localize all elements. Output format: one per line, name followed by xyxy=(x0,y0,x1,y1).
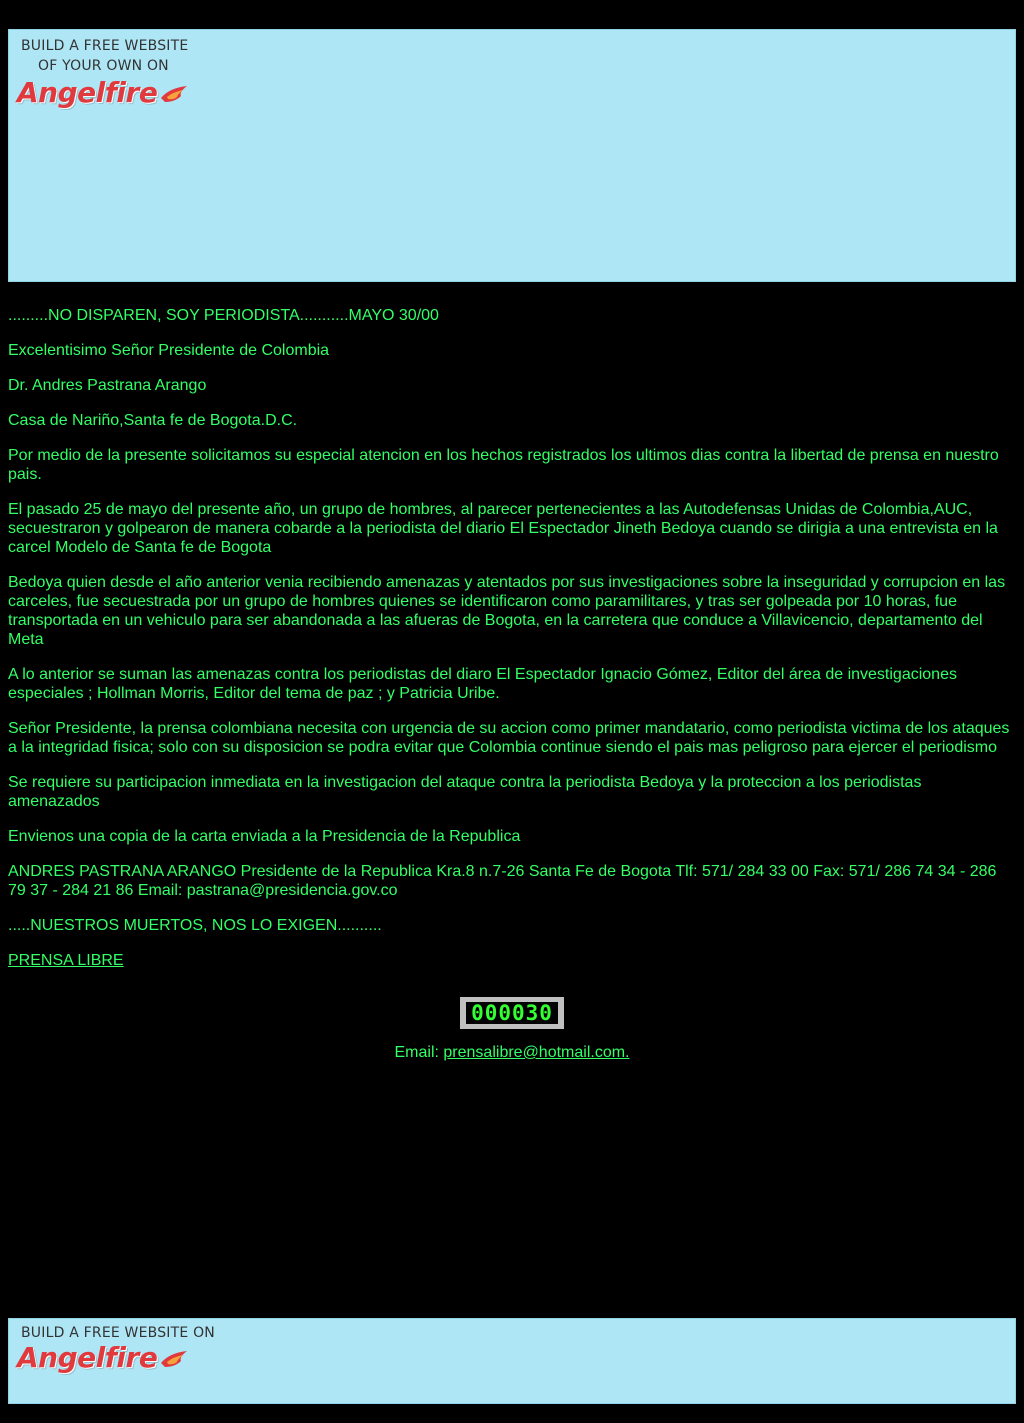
paragraph: Se requiere su participacion inmediata en la investigacion del ataque contra la periodista Bedoya y la proteccion a los periodistas amenazados xyxy=(8,774,922,810)
angelfire-logo[interactable] xyxy=(17,1341,189,1381)
addressee: Dr. Andres Pastrana Arango xyxy=(8,377,207,394)
headline: .........NO DISPAREN, SOY PERIODISTA...........MAYO 30/00 xyxy=(8,307,439,324)
paragraph: Bedoya quien desde el año anterior venia recibiendo amenazas y atentados por sus investigaciones sobre la inseguridad y corrupcion en las carceles, fue secuestrada por un grupo de hombres quienes se identificaron como paramilitares, y tras ser golpeada por 10 horas, fue transportada en un vehiculo para ser abandonada a las afueras de Bogota, en la carretera que conduce a Villavicencio, departamento del Meta xyxy=(8,574,1006,648)
article-body xyxy=(8,306,1012,986)
angelfire-logo-text: Angelfire xyxy=(17,76,158,109)
email-label: Email: xyxy=(394,1044,439,1061)
hit-counter xyxy=(460,997,564,1029)
bottom-ad-banner[interactable] xyxy=(8,1318,1016,1404)
angelfire-logo-text: Angelfire xyxy=(17,1341,158,1374)
contact-email xyxy=(0,1043,1024,1062)
address: Casa de Nariño,Santa fe de Bogota.D.C. xyxy=(8,412,298,429)
ad-line-1: BUILD A FREE WEBSITE xyxy=(21,38,189,54)
ad-line-1: BUILD A FREE WEBSITE ON xyxy=(21,1325,215,1341)
paragraph: Por medio de la presente solicitamos su especial atencion en los hechos registrados los ultimos dias contra la libertad de prensa en nuestro pais. xyxy=(8,447,999,483)
ad-line-2: OF YOUR OWN ON xyxy=(38,58,169,74)
flame-icon xyxy=(159,84,189,104)
email-link[interactable]: prensalibre@hotmail.com. xyxy=(443,1044,630,1061)
paragraph: A lo anterior se suman las amenazas contra los periodistas del diaro El Espectador Ignacio Gómez, Editor del área de investigaciones especiales ; Hollman Morris, Editor del tema de paz ; y Patricia Uribe. xyxy=(8,666,957,702)
paragraph: Envienos una copia de la carta enviada a la Presidencia de la Republica xyxy=(8,828,521,845)
paragraph: Señor Presidente, la prensa colombiana necesita con urgencia de su accion como primer mandatario, como periodista victima de los ataques a la integridad fisica; solo con su disposicion se podra evitar que Colombia continue siendo el pais mas peligroso para ejercer el periodismo xyxy=(8,720,1010,756)
hit-counter-value: 000030 xyxy=(466,1002,558,1024)
salutation: Excelentisimo Señor Presidente de Colombia xyxy=(8,342,330,359)
prensa-libre-link[interactable]: PRENSA LIBRE xyxy=(8,952,124,969)
flame-icon xyxy=(159,1349,189,1369)
top-ad-banner[interactable] xyxy=(8,29,1016,282)
closing-line: .....NUESTROS MUERTOS, NOS LO EXIGEN.......... xyxy=(8,917,382,934)
angelfire-logo[interactable] xyxy=(17,76,189,116)
paragraph: El pasado 25 de mayo del presente año, un grupo de hombres, al parecer pertenecientes a las Autodefensas Unidas de Colombia,AUC, secuestraron y golpearon de manera cobarde a la periodista del diario El Espectador Jineth Bedoya cuando se dirigia a una entrevista en la carcel Modelo de Santa fe de Bogota xyxy=(8,501,998,556)
paragraph: ANDRES PASTRANA ARANGO Presidente de la Republica Kra.8 n.7-26 Santa Fe de Bogota Tlf: 571/ 284 33 00 Fax: 571/ 286 74 34 - 286 79 37 - 284 21 86 Email: pastrana@presidencia.gov.co xyxy=(8,863,997,899)
